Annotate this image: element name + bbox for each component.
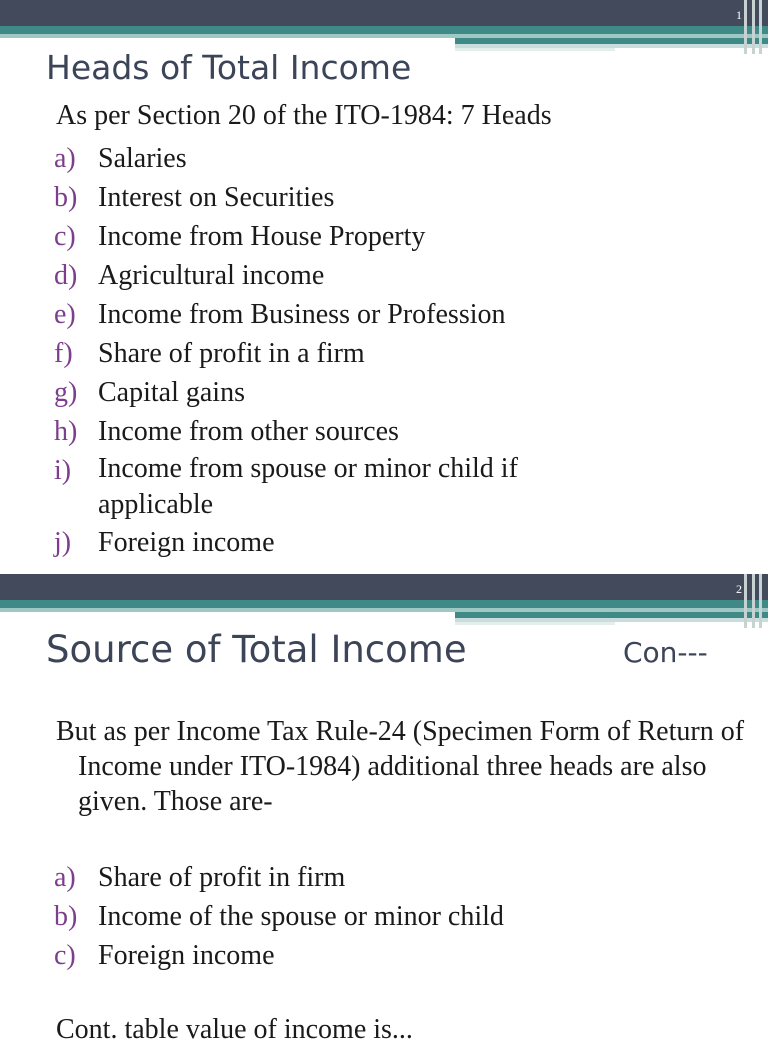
heads-list bbox=[54, 139, 618, 562]
list-item: f) Share of profit in a firm bbox=[54, 338, 365, 369]
list-item: a) Salaries bbox=[54, 143, 187, 174]
list-item: j) Foreign income bbox=[54, 527, 275, 558]
slide-number: 2 bbox=[736, 582, 742, 596]
slide-title: Heads of Total Income bbox=[46, 48, 412, 87]
list-item: d) Agricultural income bbox=[54, 260, 325, 291]
list-item: e) Income from Business or Profession bbox=[54, 299, 506, 330]
list-item: c) Foreign income bbox=[54, 940, 275, 971]
slide-title: Source of Total Income bbox=[46, 628, 467, 671]
cut-off-text: Cont. table value of income is... bbox=[56, 1014, 413, 1045]
continued-label: Con--- bbox=[623, 636, 708, 669]
slide-2 bbox=[0, 574, 768, 1045]
list-item: c) Income from House Property bbox=[54, 221, 426, 252]
list-item: b) Interest on Securities bbox=[54, 182, 335, 213]
header-band bbox=[0, 574, 768, 626]
list-item: g) Capital gains bbox=[54, 377, 245, 408]
list-item: a) Share of profit in firm bbox=[54, 862, 346, 893]
slide-number: 1 bbox=[736, 8, 742, 22]
lead-text: As per Section 20 of the ITO-1984: 7 Heads bbox=[56, 100, 552, 131]
list-item: i) Income from spouse or minor child if applicable bbox=[54, 453, 518, 520]
additional-heads-list bbox=[54, 858, 504, 975]
header-band bbox=[0, 0, 768, 52]
rule-paragraph: But as per Income Tax Rule-24 (Specimen Form of Return of Income under ITO-1984) additional three heads are also given. Those are- bbox=[56, 716, 745, 817]
list-item: b) Income of the spouse or minor child bbox=[54, 901, 504, 932]
list-item: h) Income from other sources bbox=[54, 416, 399, 447]
